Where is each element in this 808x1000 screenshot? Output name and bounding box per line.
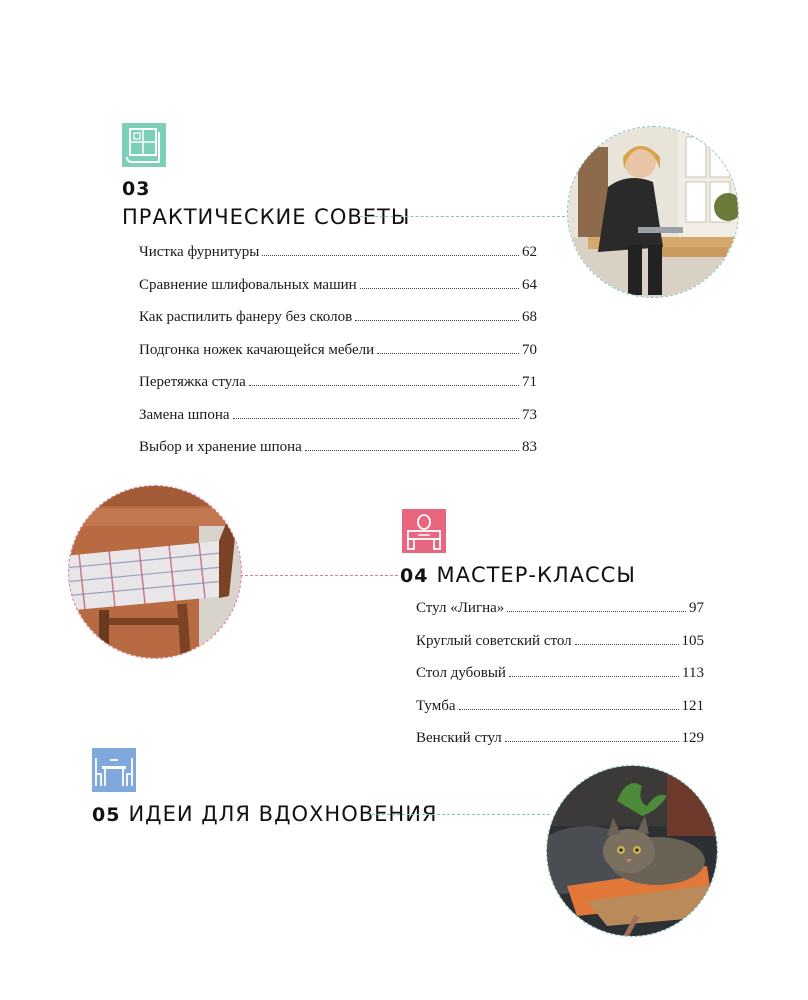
- toc-entry[interactable]: [139, 407, 537, 440]
- toc-entry[interactable]: [139, 439, 537, 472]
- photo-plaid-chair: [68, 485, 242, 659]
- toc-entry-page: 121: [681, 697, 704, 714]
- section-heading: [400, 563, 636, 587]
- toc-entry-title: Замена шпона: [139, 406, 230, 423]
- toc-entry[interactable]: [139, 374, 537, 407]
- connector-line: [240, 575, 398, 576]
- toc-entry-title: Тумба: [416, 697, 456, 714]
- toc-entry-page: 129: [681, 730, 704, 746]
- toc-entry-page: 62: [522, 244, 537, 260]
- toc-entry[interactable]: [416, 698, 704, 731]
- toc-entry[interactable]: [139, 342, 537, 375]
- section-number: 03: [122, 178, 151, 200]
- toc-entry-page: 64: [522, 276, 537, 293]
- toc-entry-title: Стул «Лигна»: [416, 600, 505, 616]
- toc-entry-title: Как распилить фанеру без сколов: [139, 309, 353, 325]
- photo-cat: [546, 765, 718, 937]
- connector-line: [360, 216, 565, 217]
- section-title: ПРАКТИЧЕСКИЕ СОВЕТЫ: [122, 205, 411, 229]
- toc-entry-page: 70: [522, 341, 537, 358]
- toc-entry-title: Стол дубовый: [416, 665, 506, 681]
- toc-entry-title: Выбор и хранение шпона: [139, 439, 302, 455]
- blueprint-icon: [122, 123, 166, 167]
- connector-line: [367, 814, 550, 815]
- toc-entry[interactable]: [416, 633, 704, 666]
- toc-entry[interactable]: [416, 665, 704, 698]
- toc-entry[interactable]: [139, 277, 537, 310]
- toc-entry-title: Чистка фурнитуры: [139, 244, 260, 260]
- toc-entry-page: 113: [682, 665, 704, 681]
- section-number: 05: [92, 804, 121, 826]
- toc-entry-title: Круглый советский стол: [416, 632, 572, 649]
- toc-entry-title: Перетяжка стула: [139, 374, 246, 390]
- toc-entry[interactable]: [139, 309, 537, 342]
- section-number: 04: [400, 565, 429, 587]
- toc-entry-page: 97: [689, 600, 704, 616]
- toc-entry[interactable]: [416, 600, 704, 633]
- toc-entry-title: Сравнение шлифовальных машин: [139, 276, 357, 293]
- toc-entry-page: 105: [681, 632, 704, 649]
- toc-entry-page: 73: [522, 406, 537, 423]
- photo-woman-sawing: [567, 126, 739, 298]
- toc-list: [139, 244, 537, 472]
- toc-entry-page: 68: [522, 309, 537, 325]
- toc-list: [416, 600, 704, 763]
- toc-entry-page: 71: [522, 374, 537, 390]
- section-title: МАСТЕР-КЛАССЫ: [436, 563, 636, 587]
- toc-entry-page: 83: [522, 439, 537, 455]
- toc-entry[interactable]: [416, 730, 704, 763]
- toc-entry[interactable]: [139, 244, 537, 277]
- dresser-icon: [402, 509, 446, 553]
- section-title: ИДЕИ ДЛЯ ВДОХНОВЕНИЯ: [128, 802, 438, 826]
- toc-entry-title: Подгонка ножек качающейся мебели: [139, 341, 375, 358]
- table-chairs-icon: [92, 748, 136, 792]
- toc-entry-title: Венский стул: [416, 730, 502, 746]
